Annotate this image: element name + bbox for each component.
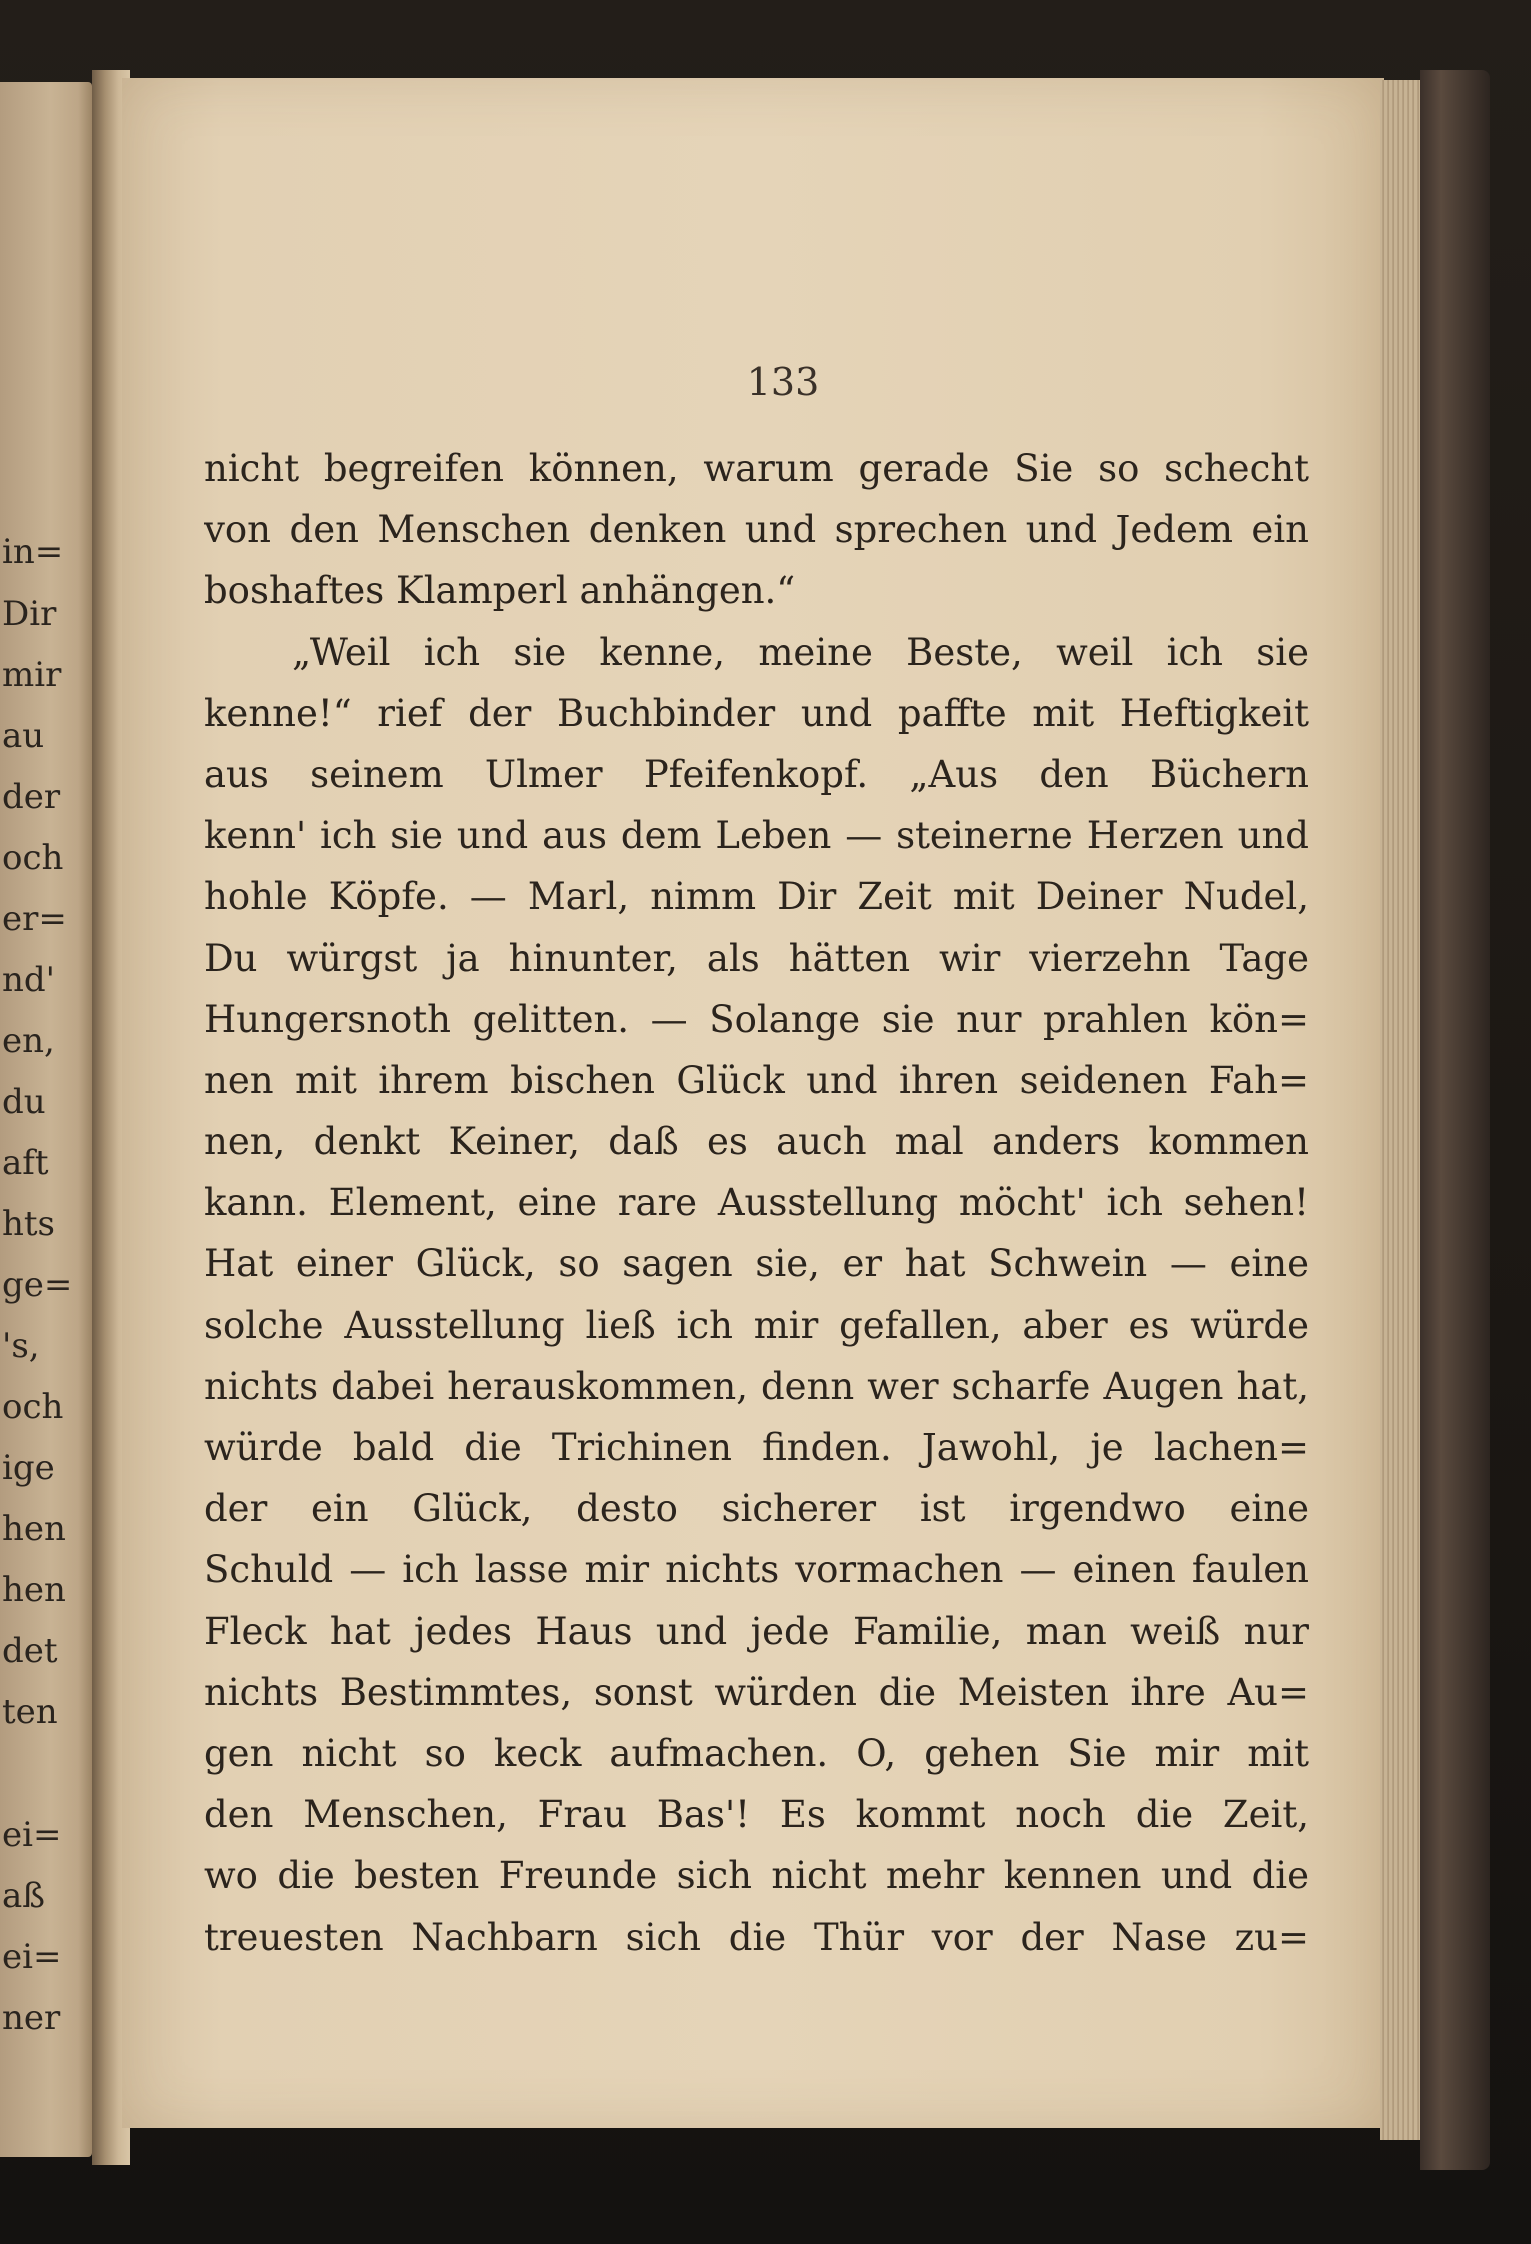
left-page-fragment: ige: [2, 1448, 55, 1488]
left-page-fragment: Dir: [2, 594, 57, 634]
left-page-fragment: hts: [2, 1204, 56, 1244]
left-page-fragment: au: [2, 716, 45, 756]
text-line: Schuld — ich lasse mir nichts vormachen — einen faulen: [204, 1548, 1309, 1592]
text-line: solche Ausstellung ließ ich mir gefallen, aber es würde: [204, 1303, 1309, 1347]
text-line: kenne!“ rief der Buchbinder und paffte mit Heftigkeit: [204, 691, 1309, 735]
left-page-fragment: du: [2, 1082, 46, 1122]
text-line: wo die besten Freunde sich nicht mehr kennen und die: [204, 1854, 1309, 1898]
text-line: Du würgst ja hinunter, als hätten wir vierzehn Tage: [204, 936, 1309, 980]
page-number: 133: [746, 360, 820, 404]
text-line: nen, denkt Keiner, daß es auch mal anders kommen: [204, 1120, 1309, 1164]
left-page-fragment: hen: [2, 1509, 66, 1549]
text-line: nicht begreifen können, warum gerade Sie so schecht: [204, 447, 1309, 490]
left-page-fragment: det: [2, 1631, 58, 1671]
text-line: kann. Element, eine rare Ausstellung möcht' ich sehen!: [204, 1181, 1309, 1225]
text-line: gen nicht so keck aufmachen. O, gehen Sie mir mit: [204, 1731, 1309, 1775]
text-line: der ein Glück, desto sicherer ist irgendwo eine: [204, 1487, 1309, 1531]
left-page-fragment: ner: [2, 1998, 61, 2038]
text-line: treuesten Nachbarn sich die Thür vor der Nase zu=: [204, 1915, 1309, 1959]
left-facing-page: [0, 82, 92, 2157]
text-line: würde bald die Trichinen finden. Jawohl, je lachen=: [204, 1426, 1309, 1469]
left-page-fragment: mir: [2, 655, 62, 695]
left-page-fragment: ten: [2, 1692, 58, 1732]
left-page-fragment: aft: [2, 1143, 49, 1183]
text-line: Hat einer Glück, so sagen sie, er hat Schwein — eine: [204, 1242, 1309, 1286]
text-line: nichts Bestimmtes, sonst würden die Meisten ihre Au=: [204, 1670, 1309, 1714]
left-page-fragment: in=: [2, 532, 64, 572]
text-line: boshaftes Klamperl anhängen.“: [204, 569, 796, 613]
text-line: den Menschen, Frau Bas'! Es kommt noch die Zeit,: [204, 1793, 1309, 1837]
left-page-fragment: en,: [2, 1021, 55, 1061]
left-page-fragment: er=: [2, 899, 67, 939]
left-page-fragment: nd': [2, 960, 56, 1000]
left-page-fragment: och: [2, 1387, 64, 1427]
left-page-fragment: ei=: [2, 1815, 62, 1855]
page-text-block: [204, 438, 1309, 1968]
text-line: kenn' ich sie und aus dem Leben — steinerne Herzen und: [204, 814, 1309, 858]
text-line: von den Menschen denken und sprechen und Jedem ein: [204, 508, 1309, 552]
text-line: Hungersnoth gelitten. — Solange sie nur prahlen kön=: [204, 997, 1309, 1041]
left-page-fragment: der: [2, 777, 61, 817]
text-line: aus seinem Ulmer Pfeifenkopf. „Aus den Büchern: [204, 752, 1309, 796]
text-line: nen mit ihrem bischen Glück und ihren seidenen Fah=: [204, 1058, 1309, 1102]
text-line: hohle Köpfe. — Marl, nimm Dir Zeit mit Deiner Nudel,: [204, 875, 1309, 919]
left-page-fragment: ei=: [2, 1937, 62, 1977]
text-line: nichts dabei herauskommen, denn wer scharfe Augen hat,: [204, 1364, 1309, 1408]
text-line: Fleck hat jedes Haus und jede Familie, man weiß nur: [204, 1609, 1309, 1653]
book-page: [122, 78, 1384, 2128]
left-page-fragment: 's,: [2, 1326, 40, 1366]
left-page-fragment: aß: [2, 1876, 45, 1916]
left-page-fragment: och: [2, 838, 64, 878]
left-page-fragment: ge=: [2, 1265, 73, 1305]
book-cover-edge: [1420, 70, 1490, 2170]
text-line: „Weil ich sie kenne, meine Beste, weil ich sie: [292, 630, 1309, 674]
left-page-fragment: hen: [2, 1570, 66, 1610]
